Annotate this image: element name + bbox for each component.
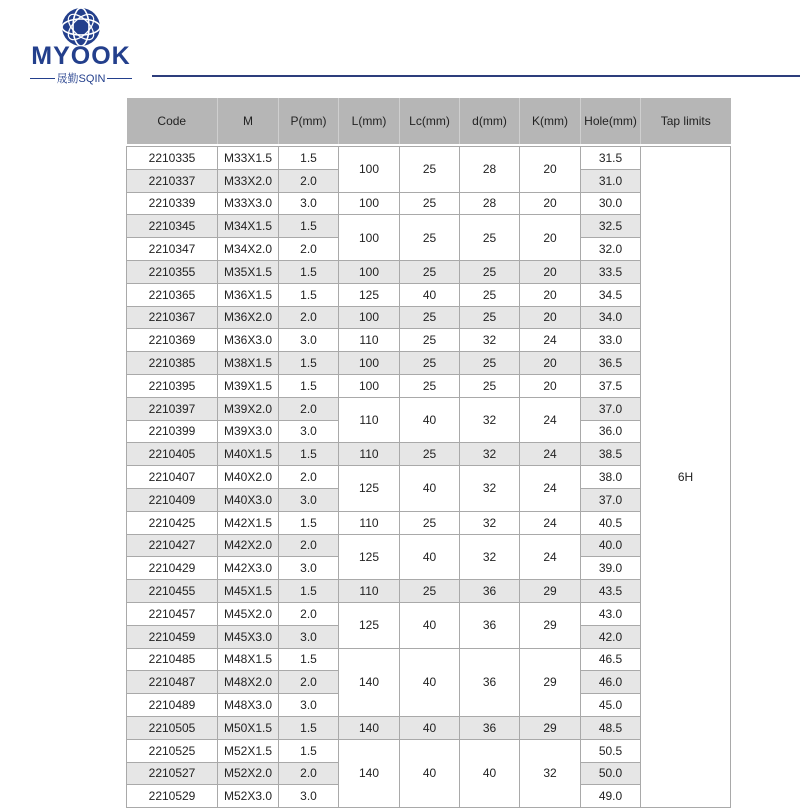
cell-p: 1.5	[279, 283, 339, 306]
col-header-hole: Hole(mm)	[581, 98, 641, 144]
cell-k: 20	[520, 260, 581, 283]
cell-m: M45X2.0	[218, 602, 279, 625]
cell-p: 2.0	[279, 306, 339, 329]
cell-code: 2210395	[127, 374, 218, 397]
table-row	[127, 283, 731, 306]
cell-m: M36X2.0	[218, 306, 279, 329]
cell-code: 2210339	[127, 192, 218, 215]
cell-code: 2210399	[127, 420, 218, 443]
cell-code: 2210407	[127, 466, 218, 489]
cell-k: 29	[520, 716, 581, 739]
cell-hole: 50.0	[581, 762, 641, 785]
cell-code: 2210505	[127, 716, 218, 739]
cell-hole: 34.0	[581, 306, 641, 329]
table-row	[127, 716, 731, 739]
cell-k: 20	[520, 192, 581, 215]
table-row	[127, 466, 731, 489]
col-header-lc: Lc(mm)	[400, 98, 460, 144]
table-row	[127, 648, 731, 671]
cell-lc: 40	[400, 466, 460, 512]
col-header-d: d(mm)	[460, 98, 520, 144]
cell-l: 110	[339, 511, 400, 534]
cell-lc: 25	[400, 511, 460, 534]
cell-p: 3.0	[279, 192, 339, 215]
cell-code: 2210347	[127, 238, 218, 261]
cell-p: 1.5	[279, 511, 339, 534]
cell-k: 29	[520, 648, 581, 716]
cell-lc: 25	[400, 215, 460, 261]
cell-p: 3.0	[279, 557, 339, 580]
cell-d: 32	[460, 466, 520, 512]
cell-code: 2210459	[127, 625, 218, 648]
cell-hole: 31.0	[581, 169, 641, 192]
cell-lc: 40	[400, 602, 460, 648]
cell-l: 100	[339, 306, 400, 329]
col-header-tap-limits: Tap limits	[641, 98, 731, 144]
cell-l: 140	[339, 648, 400, 716]
cell-k: 24	[520, 329, 581, 352]
cell-lc: 25	[400, 147, 460, 193]
cell-m: M40X1.5	[218, 443, 279, 466]
cell-l: 110	[339, 580, 400, 603]
cell-p: 2.0	[279, 238, 339, 261]
cell-hole: 33.5	[581, 260, 641, 283]
cell-d: 25	[460, 352, 520, 375]
table-row	[127, 511, 731, 534]
table-body	[127, 147, 731, 808]
cell-l: 100	[339, 352, 400, 375]
cell-k: 29	[520, 580, 581, 603]
cell-m: M34X1.5	[218, 215, 279, 238]
cell-m: M39X3.0	[218, 420, 279, 443]
cell-lc: 40	[400, 283, 460, 306]
cell-code: 2210365	[127, 283, 218, 306]
cell-p: 1.5	[279, 739, 339, 762]
cell-code: 2210455	[127, 580, 218, 603]
cell-l: 100	[339, 192, 400, 215]
cell-l: 140	[339, 716, 400, 739]
col-header-m: M	[218, 98, 279, 144]
cell-m: M48X3.0	[218, 694, 279, 717]
cell-hole: 40.5	[581, 511, 641, 534]
cell-l: 110	[339, 329, 400, 352]
cell-d: 36	[460, 602, 520, 648]
cell-code: 2210369	[127, 329, 218, 352]
cell-code: 2210397	[127, 397, 218, 420]
cell-k: 24	[520, 443, 581, 466]
cell-d: 32	[460, 329, 520, 352]
cell-hole: 50.5	[581, 739, 641, 762]
table-row	[127, 215, 731, 238]
cell-m: M45X1.5	[218, 580, 279, 603]
table-header-row	[127, 98, 731, 144]
cell-hole: 38.5	[581, 443, 641, 466]
cell-lc: 25	[400, 374, 460, 397]
cell-p: 2.0	[279, 169, 339, 192]
table-row	[127, 397, 731, 420]
cell-lc: 40	[400, 397, 460, 443]
cell-code: 2210367	[127, 306, 218, 329]
cell-code: 2210485	[127, 648, 218, 671]
cell-code: 2210489	[127, 694, 218, 717]
cell-l: 125	[339, 534, 400, 580]
cell-p: 3.0	[279, 785, 339, 808]
table-row	[127, 443, 731, 466]
cell-k: 24	[520, 511, 581, 534]
cell-m: M33X1.5	[218, 147, 279, 170]
subtitle-right-line	[107, 78, 132, 79]
cell-lc: 25	[400, 329, 460, 352]
cell-code: 2210355	[127, 260, 218, 283]
cell-d: 28	[460, 192, 520, 215]
cell-p: 2.0	[279, 762, 339, 785]
cell-d: 36	[460, 648, 520, 716]
cell-k: 20	[520, 283, 581, 306]
table-row	[127, 602, 731, 625]
cell-hole: 34.5	[581, 283, 641, 306]
cell-lc: 40	[400, 739, 460, 807]
cell-hole: 32.5	[581, 215, 641, 238]
cell-m: M40X2.0	[218, 466, 279, 489]
cell-d: 32	[460, 511, 520, 534]
cell-code: 2210335	[127, 147, 218, 170]
cell-m: M52X3.0	[218, 785, 279, 808]
brand-name: MYOOK	[31, 42, 131, 70]
table-row	[127, 260, 731, 283]
cell-lc: 40	[400, 534, 460, 580]
cell-l: 100	[339, 215, 400, 261]
cell-p: 1.5	[279, 648, 339, 671]
header-rule	[152, 75, 800, 77]
brand-subtitle: 晟勤SQIN	[56, 73, 106, 85]
cell-d: 25	[460, 215, 520, 261]
cell-code: 2210525	[127, 739, 218, 762]
cell-k: 32	[520, 739, 581, 807]
cell-l: 100	[339, 260, 400, 283]
cell-l: 100	[339, 374, 400, 397]
cell-k: 20	[520, 374, 581, 397]
cell-hole: 45.0	[581, 694, 641, 717]
cell-d: 25	[460, 260, 520, 283]
cell-p: 2.0	[279, 602, 339, 625]
cell-lc: 25	[400, 352, 460, 375]
cell-code: 2210345	[127, 215, 218, 238]
cell-d: 32	[460, 534, 520, 580]
cell-hole: 37.0	[581, 397, 641, 420]
cell-hole: 49.0	[581, 785, 641, 808]
cell-l: 110	[339, 397, 400, 443]
cell-p: 1.5	[279, 215, 339, 238]
cell-m: M42X3.0	[218, 557, 279, 580]
cell-l: 125	[339, 283, 400, 306]
cell-d: 36	[460, 716, 520, 739]
cell-k: 24	[520, 466, 581, 512]
cell-p: 1.5	[279, 716, 339, 739]
cell-hole: 42.0	[581, 625, 641, 648]
cell-code: 2210429	[127, 557, 218, 580]
cell-l: 110	[339, 443, 400, 466]
cell-lc: 40	[400, 716, 460, 739]
cell-d: 25	[460, 306, 520, 329]
cell-code: 2210405	[127, 443, 218, 466]
table-row	[127, 306, 731, 329]
cell-hole: 40.0	[581, 534, 641, 557]
cell-code: 2210529	[127, 785, 218, 808]
cell-p: 1.5	[279, 147, 339, 170]
cell-d: 40	[460, 739, 520, 807]
brand-subtitle-row	[30, 70, 132, 86]
cell-code: 2210427	[127, 534, 218, 557]
cell-code: 2210385	[127, 352, 218, 375]
cell-code: 2210487	[127, 671, 218, 694]
cell-p: 1.5	[279, 352, 339, 375]
cell-lc: 25	[400, 260, 460, 283]
cell-m: M48X2.0	[218, 671, 279, 694]
cell-m: M39X2.0	[218, 397, 279, 420]
cell-lc: 40	[400, 648, 460, 716]
cell-lc: 25	[400, 192, 460, 215]
cell-d: 25	[460, 374, 520, 397]
table-row	[127, 192, 731, 215]
cell-m: M45X3.0	[218, 625, 279, 648]
cell-m: M52X1.5	[218, 739, 279, 762]
cell-m: M42X2.0	[218, 534, 279, 557]
cell-k: 29	[520, 602, 581, 648]
col-header-k: K(mm)	[520, 98, 581, 144]
cell-lc: 25	[400, 443, 460, 466]
cell-m: M34X2.0	[218, 238, 279, 261]
cell-d: 32	[460, 443, 520, 466]
cell-lc: 25	[400, 306, 460, 329]
cell-hole: 32.0	[581, 238, 641, 261]
cell-k: 20	[520, 215, 581, 261]
cell-m: M52X2.0	[218, 762, 279, 785]
cell-hole: 43.0	[581, 602, 641, 625]
cell-hole: 31.5	[581, 147, 641, 170]
cell-k: 20	[520, 306, 581, 329]
cell-tap-limits: 6H	[641, 147, 731, 808]
cell-k: 24	[520, 534, 581, 580]
cell-m: M48X1.5	[218, 648, 279, 671]
cell-d: 32	[460, 397, 520, 443]
cell-hole: 33.0	[581, 329, 641, 352]
cell-hole: 37.0	[581, 488, 641, 511]
cell-p: 3.0	[279, 488, 339, 511]
cell-hole: 46.5	[581, 648, 641, 671]
cell-hole: 30.0	[581, 192, 641, 215]
table-row	[127, 147, 731, 170]
cell-l: 125	[339, 466, 400, 512]
cell-k: 20	[520, 147, 581, 193]
cell-p: 3.0	[279, 420, 339, 443]
cell-code: 2210425	[127, 511, 218, 534]
col-header-code: Code	[127, 98, 218, 144]
cell-code: 2210409	[127, 488, 218, 511]
cell-code: 2210337	[127, 169, 218, 192]
cell-p: 2.0	[279, 397, 339, 420]
cell-hole: 36.0	[581, 420, 641, 443]
cell-k: 20	[520, 352, 581, 375]
cell-hole: 37.5	[581, 374, 641, 397]
col-header-l: L(mm)	[339, 98, 400, 144]
table-row	[127, 374, 731, 397]
cell-hole: 38.0	[581, 466, 641, 489]
table-row	[127, 739, 731, 762]
cell-p: 3.0	[279, 329, 339, 352]
cell-m: M35X1.5	[218, 260, 279, 283]
cell-p: 1.5	[279, 443, 339, 466]
cell-d: 25	[460, 283, 520, 306]
cell-hole: 43.5	[581, 580, 641, 603]
cell-m: M50X1.5	[218, 716, 279, 739]
cell-p: 1.5	[279, 260, 339, 283]
cell-m: M36X3.0	[218, 329, 279, 352]
cell-p: 2.0	[279, 466, 339, 489]
table-row	[127, 329, 731, 352]
cell-l: 125	[339, 602, 400, 648]
cell-m: M36X1.5	[218, 283, 279, 306]
cell-p: 3.0	[279, 625, 339, 648]
cell-m: M42X1.5	[218, 511, 279, 534]
cell-code: 2210527	[127, 762, 218, 785]
cell-k: 24	[520, 397, 581, 443]
cell-hole: 36.5	[581, 352, 641, 375]
cell-p: 2.0	[279, 534, 339, 557]
cell-p: 1.5	[279, 580, 339, 603]
cell-m: M33X3.0	[218, 192, 279, 215]
col-header-p: P(mm)	[279, 98, 339, 144]
cell-p: 3.0	[279, 694, 339, 717]
cell-l: 100	[339, 147, 400, 193]
cell-l: 140	[339, 739, 400, 807]
cell-d: 28	[460, 147, 520, 193]
cell-hole: 46.0	[581, 671, 641, 694]
cell-m: M38X1.5	[218, 352, 279, 375]
cell-code: 2210457	[127, 602, 218, 625]
cell-p: 1.5	[279, 374, 339, 397]
cell-m: M33X2.0	[218, 169, 279, 192]
cell-p: 2.0	[279, 671, 339, 694]
tap-spec-table	[126, 98, 731, 808]
cell-d: 36	[460, 580, 520, 603]
company-logo	[0, 0, 150, 90]
table-row	[127, 534, 731, 557]
cell-m: M39X1.5	[218, 374, 279, 397]
cell-hole: 39.0	[581, 557, 641, 580]
cell-lc: 25	[400, 580, 460, 603]
table-row	[127, 580, 731, 603]
cell-hole: 48.5	[581, 716, 641, 739]
subtitle-left-line	[30, 78, 55, 79]
cell-m: M40X3.0	[218, 488, 279, 511]
table-row	[127, 352, 731, 375]
